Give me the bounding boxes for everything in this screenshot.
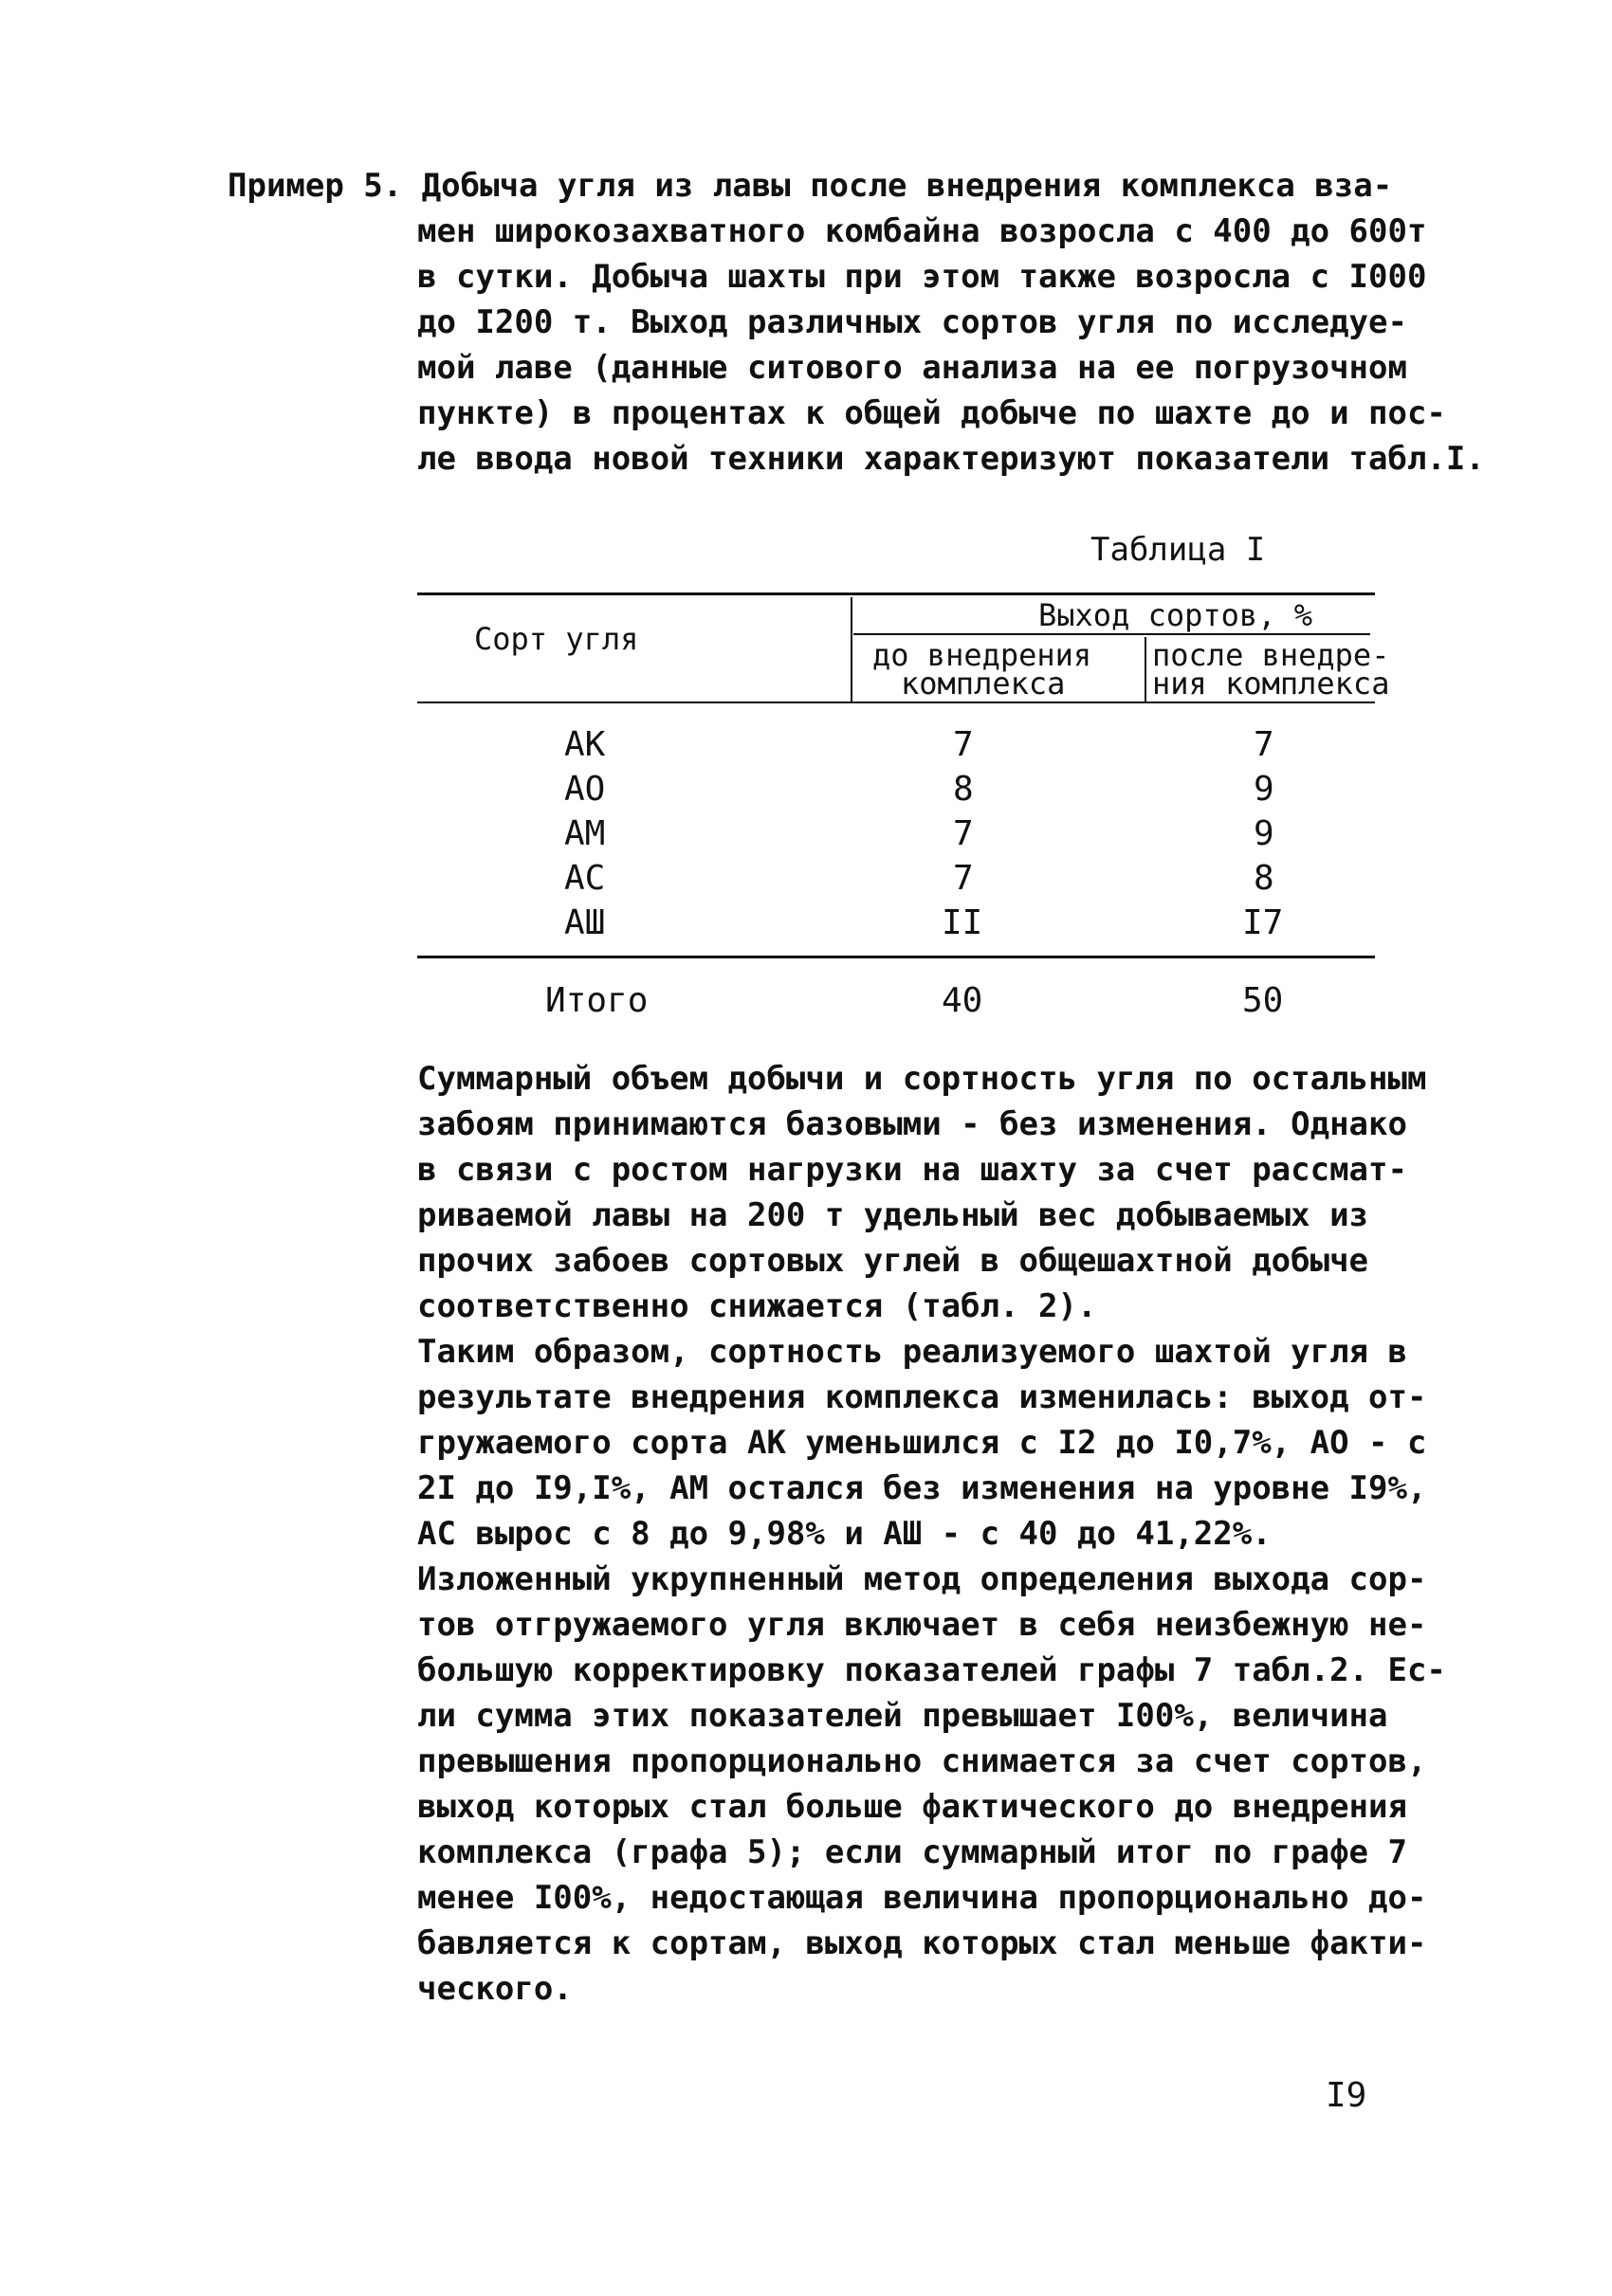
text-line: риваемой лавы на 200 т удельный вес добываемых из [417, 1196, 1369, 1234]
text-line: пункте) в процентах к общей добыче по шахте до и пос- [417, 394, 1446, 432]
cell-after: 7 [1254, 725, 1274, 764]
table-top-rule [417, 592, 1375, 595]
text-line: комплекса (графа 5); если суммарный итог по графе 7 [417, 1833, 1407, 1871]
cell-total-before: 40 [942, 981, 983, 1020]
cell-before: 7 [953, 814, 974, 853]
total-rule [417, 956, 1375, 958]
text-line: ле ввода новой техники характеризуют показатели табл.I. [417, 440, 1485, 478]
header-before-l2: комплекса [901, 665, 1066, 702]
text-line: 2I до I9,I%, АМ остался без изменения на уровне I9%, [417, 1469, 1427, 1507]
text-line: в связи с ростом нагрузки на шахту за счет рассмат- [417, 1151, 1407, 1189]
text-line: выход которых стал больше фактического до внедрения [417, 1788, 1407, 1826]
header-sort: Сорт угля [474, 621, 639, 657]
cell-before: II [942, 903, 983, 942]
cell-after: 8 [1254, 859, 1274, 898]
table-caption: Таблица I [1090, 531, 1266, 569]
text-line: ческого. [417, 1970, 573, 2008]
text-line: ли сумма этих показателей превышает I00%, величина [417, 1697, 1388, 1735]
group-underline [853, 633, 1370, 635]
cell-before: 8 [953, 770, 974, 809]
cell-after: I7 [1242, 903, 1284, 942]
text-line: мой лаве (данные ситового анализа на ее погрузочном [417, 349, 1407, 387]
cell-after: 9 [1254, 814, 1274, 853]
text-line: забоям принимаются базовыми - без изменения. Однако [417, 1105, 1407, 1143]
header-before-l1: до внедрения [872, 637, 1092, 673]
text-line: результате внедрения комплекса изменилась: выход от- [417, 1378, 1427, 1416]
header-output-group: Выход сортов, % [1038, 597, 1312, 633]
cell-total-after: 50 [1242, 981, 1284, 1020]
text-line: в сутки. Добыча шахты при этом также возросла с I000 [417, 258, 1427, 296]
cell-sort: АШ [564, 903, 606, 942]
table-divider [1145, 637, 1146, 702]
cell-sort: АМ [564, 814, 606, 853]
text-line: АС вырос с 8 до 9,98% и АШ - с 40 до 41,22%. [417, 1515, 1272, 1553]
text-line: Суммарный объем добычи и сортность угля по остальным [417, 1060, 1427, 1098]
text-line: мен широкозахватного комбайна возросла с 400 до 600т [417, 212, 1427, 250]
text-line: прочих забоев сортовых углей в общешахтной добыче [417, 1242, 1369, 1280]
text-line: бавляется к сортам, выход которых стал меньше факти- [417, 1924, 1427, 1962]
cell-after: 9 [1254, 770, 1274, 809]
page-number: I9 [1326, 2076, 1367, 2115]
text-line: до I200 т. Выход различных сортов угля по исследуе- [417, 303, 1407, 341]
cell-sort: АС [564, 859, 606, 898]
cell-before: 7 [953, 725, 974, 764]
text-line: Изложенный укрупненный метод определения выхода сор- [417, 1560, 1427, 1598]
text-line: Пример 5. Добыча угля из лавы после внедрения комплекса вза- [228, 167, 1393, 205]
text-line: большую корректировку показателей графы 7 табл.2. Ес- [417, 1651, 1446, 1689]
cell-sort: АО [564, 770, 606, 809]
text-line: тов отгружаемого угля включает в себя неизбежную не- [417, 1606, 1427, 1644]
header-rule [417, 702, 1375, 703]
text-line: соответственно снижается (табл. 2). [417, 1287, 1097, 1325]
table-divider [851, 597, 852, 702]
header-after-l1: после внедре- [1152, 637, 1390, 673]
text-line: менее I00%, недостающая величина пропорционально до- [417, 1879, 1427, 1917]
text-line: превышения пропорционально снимается за счет сортов, [417, 1742, 1427, 1780]
text-line: Таким образом, сортность реализуемого шахтой угля в [417, 1333, 1407, 1371]
text-line: гружаемого сорта АК уменьшился с I2 до I0,7%, АО - с [417, 1424, 1427, 1462]
cell-before: 7 [953, 859, 974, 898]
header-after-l2: ния комплекса [1152, 665, 1390, 702]
cell-sort: АК [564, 725, 606, 764]
cell-total-label: Итого [545, 981, 649, 1020]
